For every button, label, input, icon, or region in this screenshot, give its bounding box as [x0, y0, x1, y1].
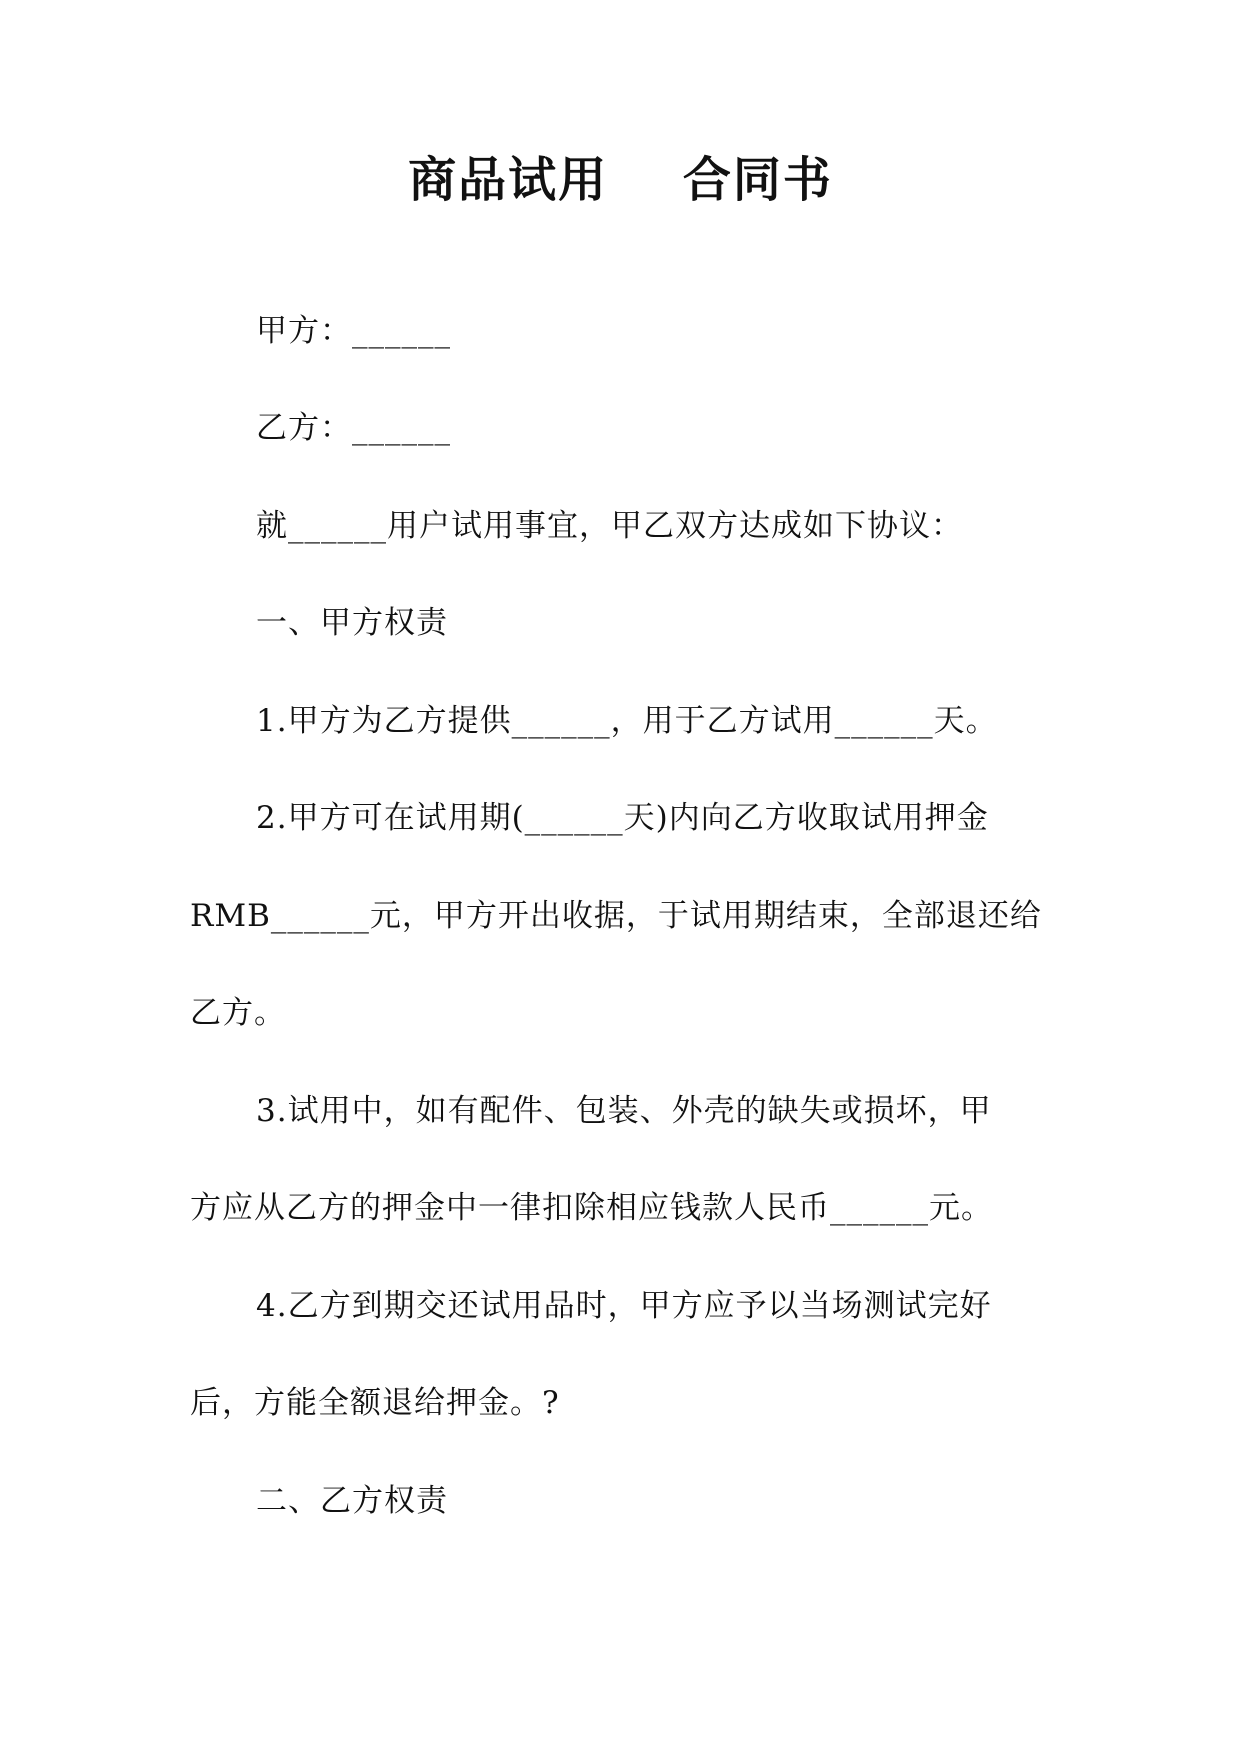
- clause-4-line-2: 后，方能全额退给押金。?: [190, 1385, 560, 1421]
- clause-3-line-1: 3.试用中，如有配件、包装、外壳的缺失或损坏，甲: [256, 1093, 992, 1129]
- clause-4-line-1: 4.乙方到期交还试用品时，甲方应予以当场测试完好: [256, 1288, 992, 1324]
- clause-2-line-2: RMB______元，甲方开出收据，于试用期结束，全部退还给: [190, 898, 1042, 934]
- section-heading-party-a: 一、甲方权责: [256, 605, 448, 641]
- party-a-line: 甲方：______: [256, 313, 451, 349]
- clause-1: 1.甲方为乙方提供______，用于乙方试用______天。: [256, 703, 998, 739]
- clause-2-line-1: 2.甲方可在试用期(______天)内向乙方收取试用押金: [256, 800, 989, 836]
- section-heading-party-b: 二、乙方权责: [256, 1483, 448, 1519]
- document-title: 商品试用 合同书: [408, 152, 833, 208]
- agreement-intro: 就______用户试用事宜，甲乙双方达成如下协议：: [256, 508, 963, 544]
- clause-2-line-3: 乙方。: [190, 995, 286, 1031]
- clause-3-line-2: 方应从乙方的押金中一律扣除相应钱款人民币______元。: [190, 1190, 993, 1226]
- party-b-line: 乙方：______: [256, 410, 451, 446]
